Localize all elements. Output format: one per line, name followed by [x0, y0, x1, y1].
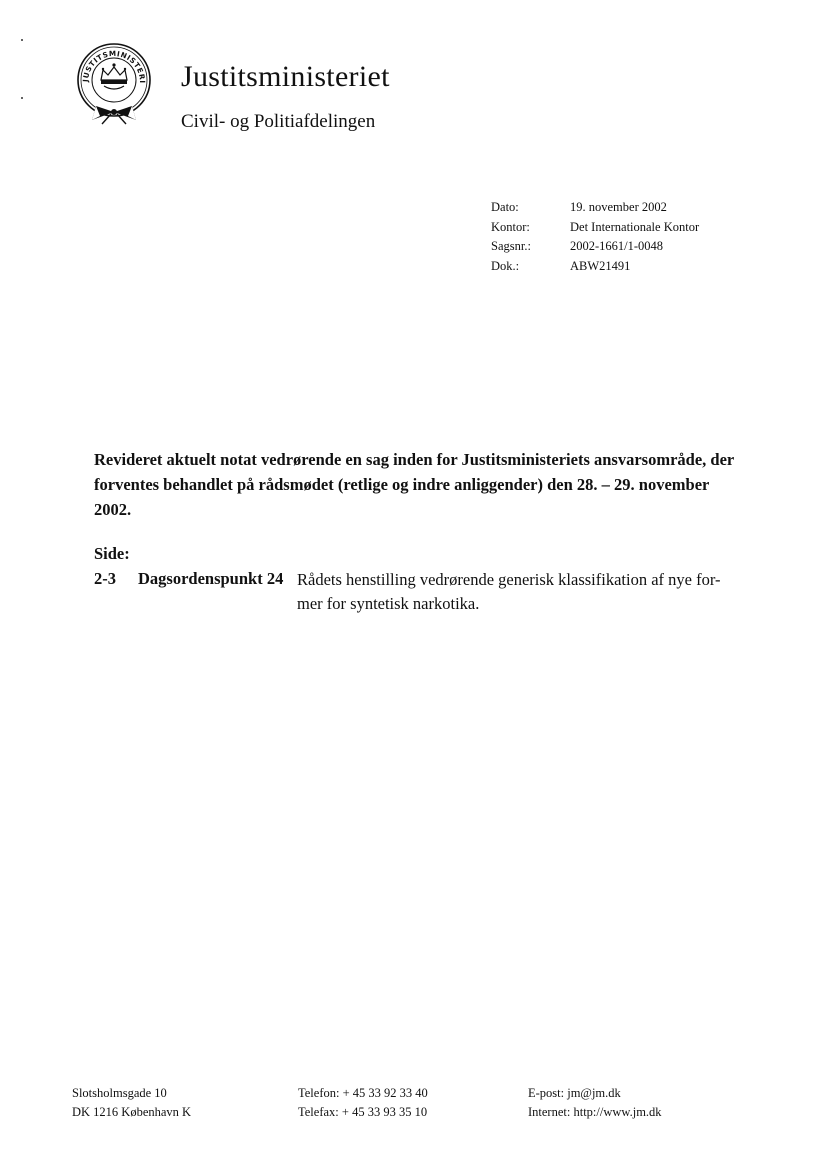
scan-speck: [21, 39, 23, 41]
document-heading: [94, 447, 754, 522]
metadata-row-date: [491, 198, 699, 218]
footer-telephone: Telefon: + 45 33 92 33 40: [298, 1086, 428, 1100]
heading-line: Revideret aktuelt notat vedrørende en sag inden for Justitsministeriets ansvarsområde, der: [94, 450, 735, 469]
metadata-label: Kontor:: [491, 219, 530, 234]
heading-line: 2002.: [94, 500, 132, 519]
document-metadata: [491, 198, 699, 276]
metadata-row-document: [491, 257, 699, 277]
page-index-label: Side:: [94, 544, 130, 563]
organization-name: Justitsministeriet: [181, 60, 390, 93]
metadata-row-case-number: [491, 237, 699, 257]
footer-address-street: Slotsholmsgade 10: [72, 1086, 167, 1100]
scan-speck: [21, 97, 23, 99]
metadata-label: Dato:: [491, 200, 519, 214]
metadata-value: 19. november 2002: [570, 200, 667, 214]
agenda-item-description: [297, 568, 737, 616]
footer-address-city: DK 1216 København K: [72, 1105, 192, 1119]
footer-telefax: Telefax: + 45 33 93 35 10: [298, 1105, 428, 1119]
metadata-value: 2002-1661/1-0048: [570, 239, 664, 253]
footer-internet: Internet: http://www.jm.dk: [528, 1105, 662, 1119]
footer-email: E-post: jm@jm.dk: [528, 1086, 621, 1100]
metadata-row-office: [491, 218, 699, 238]
ministry-seal-logo: [74, 40, 154, 126]
department-name: Civil- og Politiafdelingen: [181, 111, 376, 132]
metadata-value: ABW21491: [570, 258, 631, 273]
agenda-item-pages: 2-3: [94, 569, 116, 588]
description-line: Rådets henstilling vedrørende generisk klassifikation af nye for-: [297, 570, 721, 589]
heading-line: forventes behandlet på rådsmødet (retlige og indre anliggender) den 28. – 29. november: [94, 475, 710, 494]
metadata-value: Det Internationale Kontor: [570, 219, 700, 234]
description-line: mer for syntetisk narkotika.: [297, 594, 480, 613]
metadata-label: Sagsnr.:: [491, 239, 531, 253]
footer-address: [72, 1084, 191, 1122]
footer-phone: [298, 1084, 428, 1122]
metadata-label: Dok.:: [491, 258, 520, 273]
svg-text:JUSTITSMINISTERIET: JUSTITSMINISTERI: [80, 48, 148, 84]
footer-web: [528, 1084, 662, 1122]
agenda-item-point: Dagsordenspunkt 24: [138, 569, 284, 588]
